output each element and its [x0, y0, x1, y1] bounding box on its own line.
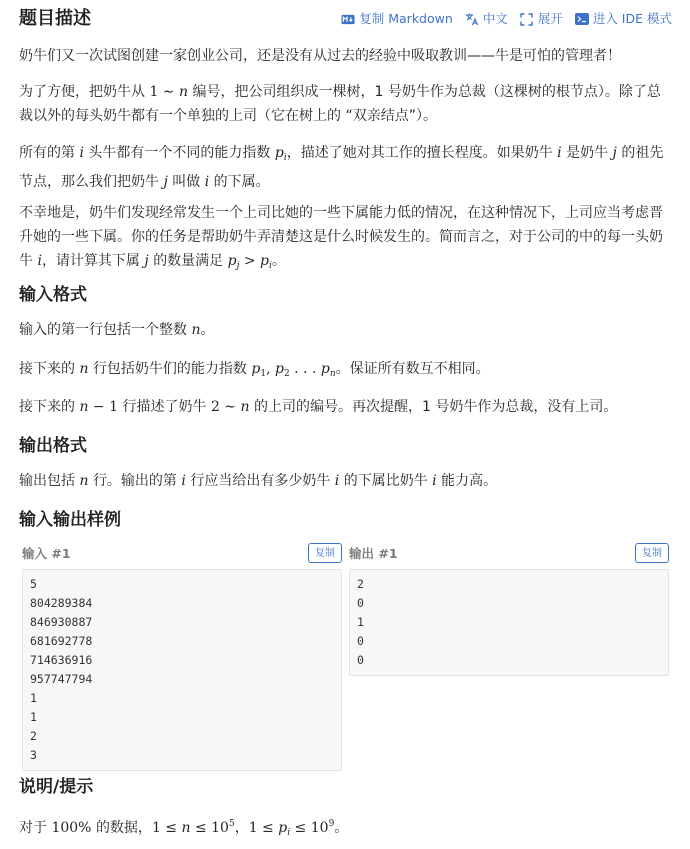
sample-output-label: 输出 #1: [349, 546, 398, 561]
code-line: 0: [357, 653, 364, 667]
text: 的数据，: [95, 820, 152, 836]
math-bound: ≤ 10: [290, 820, 329, 836]
math-n: n: [191, 322, 201, 338]
math-p: p: [275, 361, 284, 377]
text: ，: [234, 820, 249, 836]
math-p: p: [227, 253, 237, 269]
math-n: n: [79, 399, 89, 415]
text: 是奶牛: [566, 145, 609, 161]
text: 行包括奶牛们的能力指数: [92, 361, 247, 377]
copy-input-button[interactable]: 复制: [308, 543, 342, 563]
math-bound: 1 ≤: [151, 820, 182, 836]
math-n: n: [179, 84, 189, 100]
hint-title: 说明/提示: [19, 777, 94, 797]
math-comma: ,: [266, 361, 275, 377]
math-p: p: [251, 361, 261, 377]
math-sup: 5: [228, 819, 235, 829]
input-format-line-1: [19, 318, 669, 342]
math-sub: n: [329, 369, 336, 379]
text: 为了方便，把奶牛从: [19, 84, 145, 100]
sample-input-box: [22, 569, 342, 771]
math-dots: . . .: [289, 361, 321, 377]
text: ，描述了她对其工作的擅长程度。如果奶牛: [286, 145, 553, 161]
text: 接下来的: [19, 399, 75, 415]
output-format-line-1: [19, 469, 669, 493]
math-minus: − 1: [88, 399, 119, 415]
math-sub: i: [287, 828, 291, 838]
text: 对于: [19, 820, 47, 836]
language-label: 中文: [482, 11, 508, 26]
text: 。: [334, 820, 349, 836]
math-sub: i: [269, 261, 272, 271]
math-sub: 1: [260, 369, 267, 379]
code-line: 2: [30, 729, 37, 743]
expand-button[interactable]: [520, 9, 563, 29]
math-i: i: [557, 145, 562, 161]
math-j: j: [163, 174, 168, 190]
text: 行应当给出有多少奶牛: [190, 473, 331, 489]
header-bar: [18, 7, 672, 31]
code-line: 1: [30, 710, 37, 724]
code-line: 714636916: [30, 653, 93, 667]
text: 。: [200, 322, 215, 338]
sample-output-box: [349, 569, 669, 676]
math-sup: 9: [328, 819, 335, 829]
math-n: n: [79, 361, 89, 377]
language-button[interactable]: [465, 9, 508, 29]
input-format-line-3: [19, 395, 669, 419]
ide-mode-button[interactable]: [575, 9, 672, 29]
math-j: j: [144, 253, 149, 269]
copy-output-button[interactable]: 复制: [635, 543, 669, 563]
math-i: i: [79, 145, 84, 161]
math-sub: i: [283, 153, 287, 163]
math-n: n: [240, 399, 250, 415]
description-paragraph-2: [19, 80, 669, 128]
math-gt: >: [239, 253, 261, 269]
math-sub: j: [236, 261, 240, 271]
text: ，请计算其下属: [41, 253, 140, 269]
code-line: 0: [357, 596, 364, 610]
code-line: 804289384: [30, 596, 93, 610]
math-bound: 1 ≤: [248, 820, 279, 836]
copy-markdown-label: 复制 Markdown: [359, 11, 453, 26]
code-line: 5: [30, 577, 37, 591]
text: 能力高。: [441, 473, 498, 489]
description-paragraph-3: [19, 141, 669, 194]
input-format-line-2: [19, 357, 669, 386]
output-format-title: 输出格式: [19, 436, 87, 456]
math-percent: 100%: [51, 820, 92, 836]
code-line: 0: [357, 634, 364, 648]
math-p: p: [274, 145, 284, 161]
math-i: i: [334, 473, 340, 489]
sample-input-label: 输入 #1: [22, 546, 71, 561]
math-i: i: [181, 473, 186, 489]
text: 的上司的编号。再次提醒，1 号奶牛作为总裁，没有上司。: [253, 399, 618, 415]
math-bound: ≤ 10: [190, 820, 229, 836]
math-p: p: [320, 361, 330, 377]
text: 所有的第: [19, 145, 75, 161]
translate-icon: [465, 12, 479, 26]
math-i: i: [432, 473, 437, 489]
text: 编号，把公司组织成一棵树，1 号奶牛作为总裁（这棵树的根节点）。除了总裁以外的每头奶牛都有一个单独的上司（它在树上的 “双亲结点”）。: [19, 84, 661, 124]
samples-title: 输入输出样例: [19, 510, 121, 530]
expand-icon: [520, 12, 534, 26]
terminal-icon: [575, 12, 589, 26]
math-range: 2 ∼: [210, 399, 241, 415]
code-line: 846930887: [30, 615, 93, 629]
description-paragraph-4: [19, 201, 669, 278]
text: 叫做: [172, 174, 201, 190]
copy-markdown-button[interactable]: [341, 9, 453, 29]
math-range: 1 ∼: [149, 84, 179, 100]
text: 行描述了奶牛: [122, 399, 207, 415]
input-format-title: 输入格式: [19, 285, 87, 305]
math-i: i: [204, 174, 210, 190]
text: 不幸地是，奶牛们发现经常发生一个上司比她的一些下属能力低的情况，在这种情况下，上司应当考虑晋升她的一些下属。你的任务是帮助奶牛弄清楚这是什么时候发生的。简而言之，对于公司的中的每一头奶牛: [19, 205, 663, 269]
math-p: p: [260, 253, 270, 269]
text: 。: [271, 253, 286, 269]
code-line: 2: [357, 577, 364, 591]
text: 行。输出的第: [92, 473, 177, 489]
text: 头牛都有一个不同的能力指数: [88, 145, 271, 161]
hint-line-1: [19, 812, 669, 845]
description-paragraph-1: 奶牛们又一次试图创建一家创业公司，还是没有从过去的经验中吸取教训——牛是可怕的管理者！: [19, 48, 621, 64]
math-p: p: [278, 820, 288, 836]
code-line: 681692778: [30, 634, 93, 648]
code-line: 957747794: [30, 672, 93, 686]
code-line: 3: [30, 748, 37, 762]
text: 接下来的: [19, 361, 75, 377]
expand-label: 展开: [537, 11, 563, 26]
text: 输出包括: [19, 473, 75, 489]
math-i: i: [37, 253, 42, 269]
math-sub: 2: [283, 369, 290, 379]
math-n: n: [181, 820, 191, 836]
markdown-icon: [341, 12, 355, 26]
page-title: 题目描述: [19, 8, 91, 29]
ide-mode-label: 进入 IDE 模式: [592, 11, 672, 26]
text: 的下属比奶牛: [343, 473, 428, 489]
math-j: j: [612, 145, 617, 161]
text: 的祖先节点，那么我们把奶牛: [19, 145, 664, 190]
text: 的下属。: [213, 174, 270, 190]
header-actions: [341, 9, 672, 29]
code-line: 1: [357, 615, 364, 629]
text: 的数量满足: [153, 253, 224, 269]
text: 。保证所有数互不相同。: [335, 361, 490, 377]
text: 输入的第一行包括一个整数: [19, 322, 187, 338]
code-line: 1: [30, 691, 37, 705]
math-n: n: [79, 473, 89, 489]
